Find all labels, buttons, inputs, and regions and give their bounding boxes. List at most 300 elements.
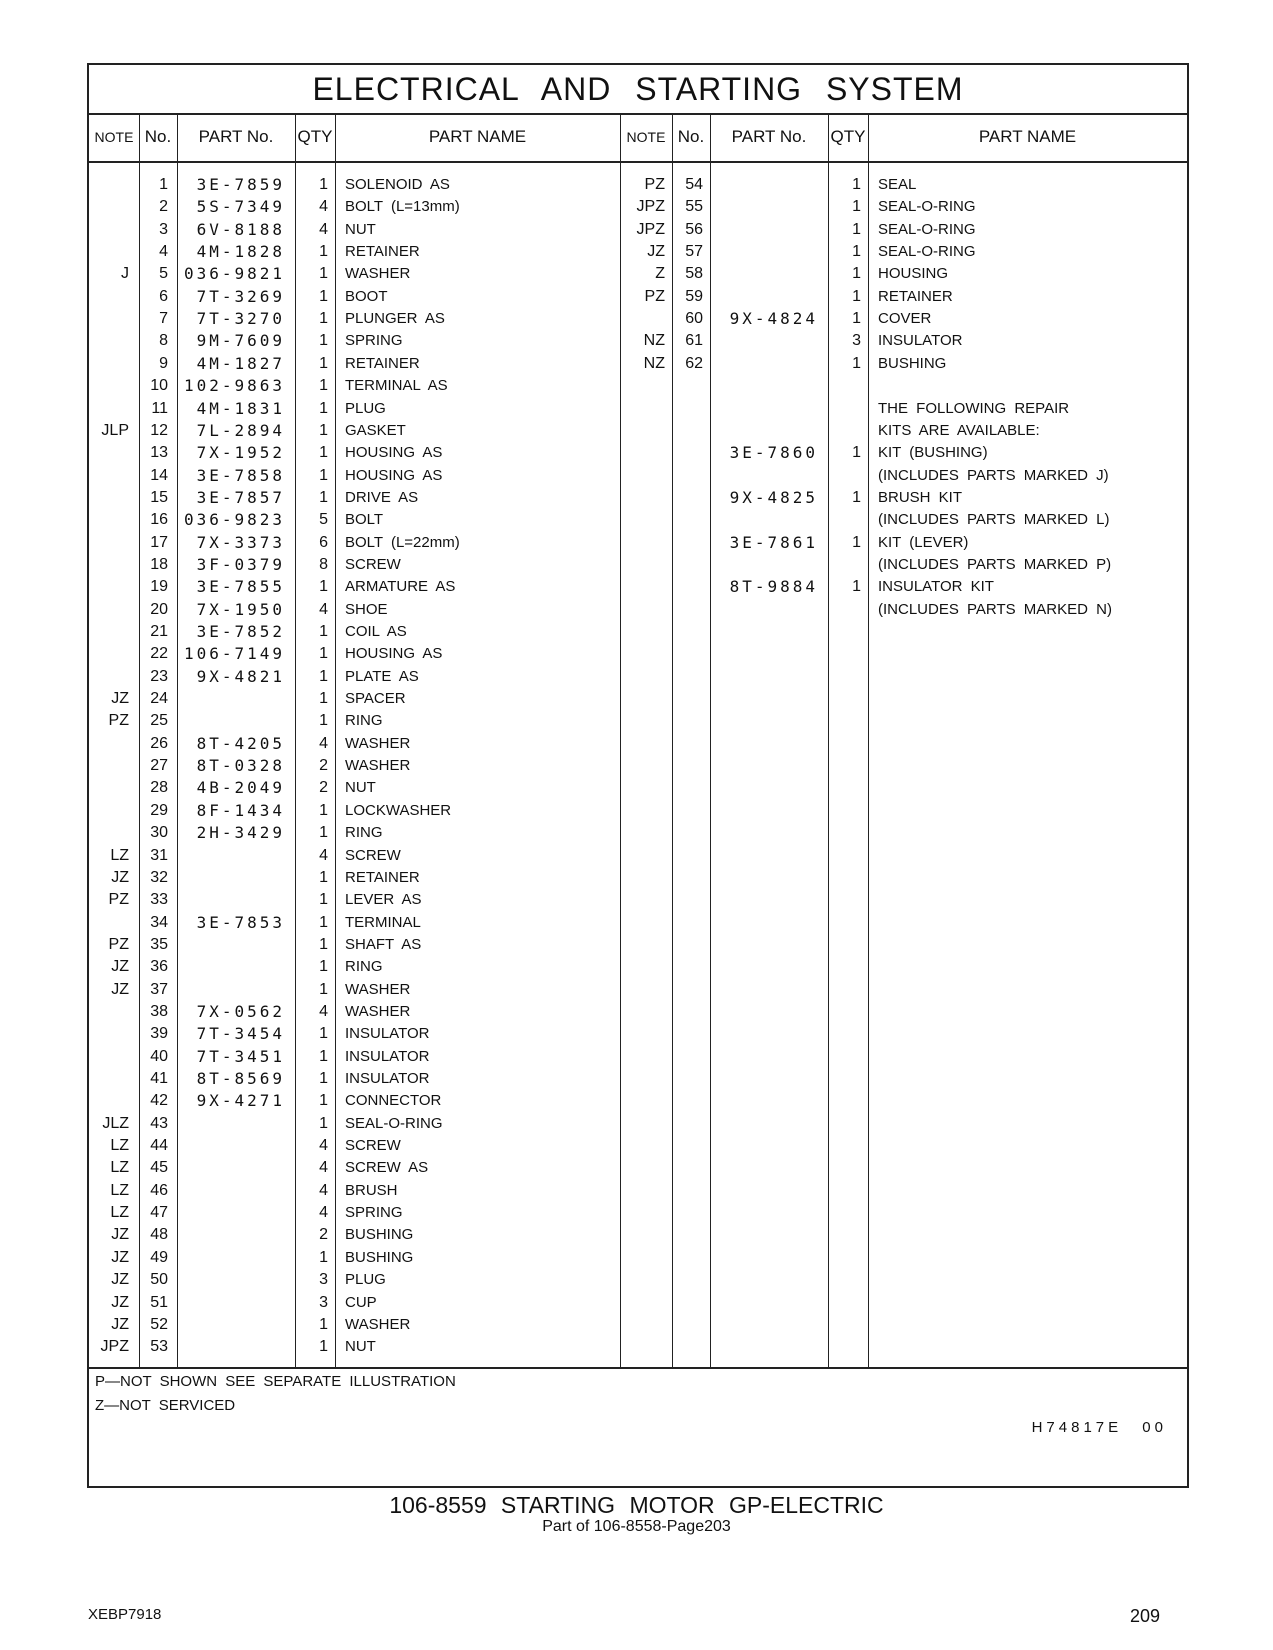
- quantity-cell: 1: [319, 243, 328, 261]
- item-number-cell: 14: [150, 466, 168, 484]
- quantity-cell: 1: [852, 354, 861, 372]
- quantity-cell: 1: [852, 243, 861, 261]
- header-partno-right: PART No.: [731, 127, 807, 146]
- part-name-cell: INSULATOR: [878, 332, 963, 350]
- part-name-cell: HOUSING AS: [345, 645, 443, 663]
- table-row: [89, 329, 1187, 352]
- item-number-cell: 5: [159, 265, 168, 283]
- table-header: [89, 113, 1187, 163]
- part-name-cell: NUT: [345, 220, 376, 238]
- part-number-cell: 6V-8188: [196, 219, 285, 239]
- table-row: [89, 374, 1187, 397]
- part-name-cell: KIT (LEVER): [878, 533, 969, 551]
- part-name-cell: RETAINER: [345, 868, 420, 886]
- item-number-cell: 34: [150, 913, 168, 931]
- table-row: [89, 1246, 1187, 1269]
- item-number-cell: 40: [150, 1047, 168, 1065]
- item-number-cell: 24: [150, 690, 168, 708]
- quantity-cell: 1: [319, 310, 328, 328]
- item-number-cell: 53: [150, 1338, 168, 1356]
- item-number-cell: 8: [159, 332, 168, 350]
- note-cell: PZ: [108, 712, 129, 730]
- quantity-cell: 1: [319, 399, 328, 417]
- item-number-cell: 9: [159, 354, 168, 372]
- part-name-cell: BUSHING: [345, 1226, 414, 1244]
- table-row: [89, 754, 1187, 777]
- table-row: [89, 1067, 1187, 1090]
- item-number-cell: 60: [685, 310, 703, 328]
- part-number-cell: 7L-2894: [196, 420, 285, 440]
- part-number-cell: 9M-7609: [196, 331, 285, 351]
- quantity-cell: 1: [319, 712, 328, 730]
- part-name-cell: LEVER AS: [345, 891, 422, 909]
- item-number-cell: 13: [150, 444, 168, 462]
- item-number-cell: 56: [685, 220, 703, 238]
- quantity-cell: 1: [319, 176, 328, 193]
- item-number-cell: 3: [159, 220, 168, 238]
- quantity-cell: 1: [319, 1338, 328, 1356]
- part-name-cell: PLATE AS: [345, 667, 419, 685]
- part-name-cell: BRUSH KIT: [878, 488, 963, 506]
- table-row: [89, 799, 1187, 822]
- quantity-cell: 3: [319, 1293, 328, 1311]
- group-reference: Part of 106-8558-Page203: [542, 1518, 731, 1535]
- table-row: [89, 285, 1187, 308]
- table-row: [89, 508, 1187, 531]
- quantity-cell: 1: [319, 332, 328, 350]
- item-number-cell: 54: [685, 176, 703, 193]
- part-name-cell: BUSHING: [345, 1248, 414, 1266]
- item-number-cell: 55: [685, 198, 703, 216]
- item-number-cell: 38: [150, 1002, 168, 1020]
- part-name-cell: HOUSING AS: [345, 466, 443, 484]
- part-name-cell: KIT (BUSHING): [878, 444, 988, 462]
- part-name-cell: CUP: [345, 1293, 377, 1311]
- part-number-cell: 7T-3269: [196, 286, 285, 306]
- table-row: [89, 911, 1187, 934]
- part-number-cell: 3E-7857: [196, 487, 285, 507]
- quantity-cell: 1: [319, 623, 328, 640]
- header-note-left: NOTE: [94, 129, 134, 145]
- quantity-cell: 1: [319, 913, 328, 931]
- note-cell: JPZ: [636, 198, 665, 216]
- quantity-cell: 1: [319, 421, 328, 439]
- item-number-cell: 59: [685, 287, 703, 305]
- quantity-cell: 1: [319, 824, 328, 842]
- table-row: [89, 575, 1187, 598]
- item-number-cell: 18: [150, 555, 168, 573]
- item-number-cell: 58: [685, 265, 703, 283]
- item-number-cell: 29: [150, 801, 168, 819]
- quantity-cell: 1: [852, 533, 861, 551]
- part-number-cell: 3F-0379: [196, 554, 285, 574]
- table-row: [89, 955, 1187, 978]
- part-number-cell: 7T-3270: [196, 309, 285, 329]
- part-name-cell: RETAINER: [345, 354, 420, 372]
- part-name-cell: SEAL-O-RING: [878, 198, 976, 216]
- part-number-cell: 9X-4825: [729, 487, 818, 507]
- table-row: [89, 464, 1187, 487]
- table-row: [89, 531, 1187, 554]
- part-name-cell: PLUNGER AS: [345, 310, 445, 328]
- table-row: [89, 1112, 1187, 1135]
- quantity-cell: 1: [319, 868, 328, 886]
- part-name-cell: RING: [345, 712, 383, 730]
- quantity-cell: 1: [852, 578, 861, 596]
- table-row: [89, 262, 1187, 285]
- part-name-cell: NUT: [345, 1338, 376, 1356]
- item-number-cell: 44: [150, 1137, 168, 1155]
- table-row: [89, 307, 1187, 330]
- table-row: [89, 1089, 1187, 1112]
- part-number-cell: 102-9863: [183, 376, 285, 396]
- item-number-cell: 51: [150, 1293, 168, 1311]
- quantity-cell: 1: [852, 176, 861, 193]
- quantity-cell: 2: [319, 757, 328, 775]
- quantity-cell: 4: [319, 600, 328, 618]
- part-name-cell: INSULATOR: [345, 1047, 430, 1065]
- item-number-cell: 39: [150, 1025, 168, 1043]
- table-row: [89, 218, 1187, 241]
- part-name-cell: (INCLUDES PARTS MARKED J): [878, 466, 1109, 484]
- item-number-cell: 19: [150, 578, 168, 596]
- quantity-cell: 1: [319, 1315, 328, 1333]
- quantity-cell: 1: [319, 287, 328, 305]
- quantity-cell: 1: [319, 466, 328, 484]
- part-name-cell: SEAL: [878, 176, 917, 193]
- part-number-cell: 7X-3373: [196, 532, 285, 552]
- header-partno-left: PART No.: [198, 127, 274, 146]
- part-number-cell: 036-9821: [183, 264, 285, 284]
- part-name-cell: SCREW AS: [345, 1159, 429, 1177]
- item-number-cell: 6: [159, 287, 168, 305]
- part-name-cell: RING: [345, 958, 383, 976]
- part-name-cell: BOOT: [345, 287, 388, 305]
- table-row: [89, 598, 1187, 621]
- note-cell: JZ: [111, 1226, 129, 1244]
- note-cell: JZ: [111, 980, 129, 998]
- item-number-cell: 62: [685, 354, 703, 372]
- item-number-cell: 23: [150, 667, 168, 685]
- part-name-cell: SEAL-O-RING: [345, 1114, 443, 1132]
- part-name-cell: SCREW: [345, 1137, 401, 1155]
- part-name-cell: SHOE: [345, 600, 388, 618]
- table-row: [89, 665, 1187, 688]
- part-name-cell: BRUSH: [345, 1181, 398, 1199]
- quantity-cell: 3: [852, 332, 861, 350]
- note-cell: JZ: [111, 1315, 129, 1333]
- note-cell: JZ: [647, 243, 665, 261]
- part-name-cell: BOLT: [345, 511, 384, 529]
- item-number-cell: 36: [150, 958, 168, 976]
- footnote-p: P—NOT SHOWN SEE SEPARATE ILLUSTRATION: [95, 1373, 456, 1390]
- quantity-cell: 1: [319, 801, 328, 819]
- table-row: [89, 732, 1187, 755]
- item-number-cell: 12: [150, 421, 168, 439]
- note-cell: LZ: [110, 1204, 129, 1222]
- quantity-cell: 1: [319, 690, 328, 708]
- table-row: [89, 709, 1187, 732]
- note-cell: NZ: [643, 332, 665, 350]
- header-qty-left: QTY: [297, 127, 333, 146]
- part-name-cell: HOUSING AS: [345, 444, 443, 462]
- item-number-cell: 61: [685, 332, 703, 350]
- note-cell: Z: [655, 265, 665, 283]
- part-number-cell: 7T-3451: [196, 1046, 285, 1066]
- item-number-cell: 10: [150, 377, 168, 395]
- part-name-cell: INSULATOR: [345, 1070, 430, 1087]
- quantity-cell: 1: [852, 265, 861, 283]
- part-name-cell: INSULATOR KIT: [878, 578, 994, 596]
- part-number-cell: 3E-7855: [196, 577, 285, 597]
- quantity-cell: 4: [319, 1181, 328, 1199]
- table-row: [89, 195, 1187, 218]
- part-name-cell: SHAFT AS: [345, 935, 422, 953]
- section-title: ELECTRICAL AND STARTING SYSTEM: [89, 65, 1187, 115]
- part-name-cell: NUT: [345, 779, 376, 797]
- part-name-cell: WASHER: [345, 980, 411, 998]
- table-row: [89, 844, 1187, 867]
- item-number-cell: 7: [159, 310, 168, 328]
- header-note-right: NOTE: [626, 129, 666, 145]
- quantity-cell: 4: [319, 198, 328, 216]
- part-name-cell: PLUG: [345, 399, 386, 417]
- part-name-cell: BOLT (L=13mm): [345, 198, 460, 216]
- note-cell: JPZ: [636, 220, 665, 238]
- part-number-cell: 7X-1950: [196, 599, 285, 619]
- part-number-cell: 106-7149: [183, 644, 285, 664]
- part-name-cell: SPRING: [345, 332, 403, 350]
- part-name-cell: WASHER: [345, 757, 411, 775]
- item-number-cell: 41: [150, 1070, 168, 1087]
- note-cell: JZ: [111, 958, 129, 976]
- table-row: [89, 1313, 1187, 1336]
- quantity-cell: 4: [319, 734, 328, 752]
- note-cell: JLZ: [102, 1114, 129, 1132]
- part-name-cell: GASKET: [345, 421, 406, 439]
- figure-reference: H74817E 00: [1031, 1419, 1167, 1436]
- note-cell: LZ: [110, 1181, 129, 1199]
- item-number-cell: 11: [151, 399, 168, 417]
- part-number-cell: 4B-2049: [196, 778, 285, 798]
- part-name-cell: SPRING: [345, 1204, 403, 1222]
- table-row: [89, 240, 1187, 263]
- document-id: XEBP7918: [88, 1606, 162, 1623]
- part-number-cell: 4M-1828: [196, 242, 285, 262]
- part-name-cell: SCREW: [345, 555, 401, 573]
- item-number-cell: 30: [150, 824, 168, 842]
- item-number-cell: 28: [150, 779, 168, 797]
- table-row: [89, 1000, 1187, 1023]
- table-row: [89, 1291, 1187, 1314]
- part-name-cell: RETAINER: [878, 287, 953, 305]
- item-number-cell: 15: [150, 488, 168, 506]
- part-name-cell: SEAL-O-RING: [878, 243, 976, 261]
- item-number-cell: 37: [150, 980, 168, 998]
- part-number-cell: 8T-4205: [196, 733, 285, 753]
- item-number-cell: 47: [150, 1204, 168, 1222]
- item-number-cell: 25: [150, 712, 168, 730]
- part-name-cell: KITS ARE AVAILABLE:: [878, 421, 1040, 439]
- note-cell: JZ: [111, 690, 129, 708]
- quantity-cell: 1: [852, 310, 861, 328]
- item-number-cell: 42: [150, 1092, 168, 1110]
- part-name-cell: SEAL-O-RING: [878, 220, 976, 238]
- part-number-cell: 5S-7349: [196, 197, 285, 217]
- quantity-cell: 1: [852, 220, 861, 238]
- note-cell: LZ: [110, 1159, 129, 1177]
- quantity-cell: 4: [319, 1204, 328, 1222]
- table-row: [89, 1201, 1187, 1224]
- part-number-cell: 4M-1831: [196, 398, 285, 418]
- table-row: [89, 1045, 1187, 1068]
- part-name-cell: SOLENOID AS: [345, 176, 450, 193]
- note-cell: LZ: [110, 846, 129, 864]
- table-row: [89, 1335, 1187, 1358]
- part-name-cell: RING: [345, 824, 383, 842]
- quantity-cell: 1: [852, 488, 861, 506]
- part-number-cell: 9X-4824: [729, 309, 818, 329]
- item-number-cell: 43: [150, 1114, 168, 1132]
- quantity-cell: 1: [319, 891, 328, 909]
- table-row: [89, 553, 1187, 576]
- quantity-cell: 1: [319, 1248, 328, 1266]
- part-name-cell: BOLT (L=22mm): [345, 533, 460, 551]
- quantity-cell: 1: [319, 488, 328, 506]
- table-row: [89, 1156, 1187, 1179]
- item-number-cell: 22: [150, 645, 168, 663]
- note-cell: JZ: [111, 1293, 129, 1311]
- table-row: [89, 933, 1187, 956]
- part-number-cell: 7X-0562: [196, 1001, 285, 1021]
- table-row: [89, 1268, 1187, 1291]
- item-number-cell: 46: [150, 1181, 168, 1199]
- part-number-cell: 3E-7860: [729, 443, 818, 463]
- quantity-cell: 1: [319, 354, 328, 372]
- part-number-cell: 7T-3454: [196, 1024, 285, 1044]
- part-number-cell: 3E-7858: [196, 465, 285, 485]
- item-number-cell: 21: [150, 623, 168, 640]
- item-number-cell: 35: [150, 935, 168, 953]
- part-name-cell: COVER: [878, 310, 932, 328]
- quantity-cell: 5: [319, 511, 328, 529]
- quantity-cell: 1: [319, 958, 328, 976]
- table-row: [89, 888, 1187, 911]
- quantity-cell: 1: [319, 935, 328, 953]
- note-cell: JZ: [111, 1271, 129, 1289]
- part-name-cell: SCREW: [345, 846, 401, 864]
- part-name-cell: COIL AS: [345, 623, 407, 640]
- table-row: [89, 397, 1187, 420]
- group-title: 106-8559 STARTING MOTOR GP-ELECTRIC: [389, 1492, 884, 1518]
- quantity-cell: 1: [319, 1114, 328, 1132]
- item-number-cell: 49: [150, 1248, 168, 1266]
- quantity-cell: 1: [319, 1092, 328, 1110]
- table-row: [89, 1179, 1187, 1202]
- part-name-cell: BUSHING: [878, 354, 947, 372]
- item-number-cell: 52: [150, 1315, 168, 1333]
- quantity-cell: 4: [319, 846, 328, 864]
- part-name-cell: HOUSING: [878, 265, 949, 283]
- item-number-cell: 2: [159, 198, 168, 216]
- quantity-cell: 1: [319, 444, 328, 462]
- quantity-cell: 8: [319, 555, 328, 573]
- quantity-cell: 1: [852, 198, 861, 216]
- part-number-cell: 9X-4821: [196, 666, 285, 686]
- part-number-cell: 4M-1827: [196, 353, 285, 373]
- part-name-cell: THE FOLLOWING REPAIR: [878, 399, 1070, 417]
- part-name-cell: CONNECTOR: [345, 1092, 442, 1110]
- note-cell: JZ: [111, 1248, 129, 1266]
- quantity-cell: 1: [319, 265, 328, 283]
- quantity-cell: 1: [319, 645, 328, 663]
- header-qty-right: QTY: [830, 127, 866, 146]
- quantity-cell: 1: [852, 287, 861, 305]
- quantity-cell: 1: [319, 1025, 328, 1043]
- table-row: [89, 441, 1187, 464]
- parts-table: [87, 63, 1189, 1488]
- item-number-cell: 48: [150, 1226, 168, 1244]
- part-number-cell: 8T-9884: [729, 577, 818, 597]
- part-number-cell: 3E-7852: [196, 622, 285, 641]
- item-number-cell: 32: [150, 868, 168, 886]
- part-name-cell: TERMINAL: [345, 913, 421, 931]
- note-cell: PZ: [644, 287, 665, 305]
- part-number-cell: 036-9823: [183, 510, 285, 530]
- table-row: [89, 1134, 1187, 1157]
- note-cell: JLP: [101, 421, 129, 439]
- part-name-cell: WASHER: [345, 734, 411, 752]
- item-number-cell: 17: [150, 533, 168, 551]
- quantity-cell: 4: [319, 1137, 328, 1155]
- part-name-cell: WASHER: [345, 1002, 411, 1020]
- quantity-cell: 2: [319, 1226, 328, 1244]
- part-name-cell: DRIVE AS: [345, 488, 419, 506]
- item-number-cell: 31: [150, 846, 168, 864]
- part-name-cell: (INCLUDES PARTS MARKED P): [878, 555, 1112, 573]
- part-name-cell: TERMINAL AS: [345, 377, 448, 395]
- header-no-left: No.: [144, 127, 172, 146]
- header-no-right: No.: [677, 127, 705, 146]
- table-footer: [89, 1367, 1187, 1486]
- quantity-cell: 1: [319, 1047, 328, 1065]
- table-row: [89, 866, 1187, 889]
- header-partname-left: PART NAME: [428, 127, 527, 146]
- table-row: [89, 776, 1187, 799]
- part-name-cell: PLUG: [345, 1271, 386, 1289]
- part-name-cell: SPACER: [345, 690, 406, 708]
- note-cell: JPZ: [100, 1338, 129, 1356]
- table-row: [89, 486, 1187, 509]
- footnote-z: Z—NOT SERVICED: [95, 1397, 236, 1414]
- note-cell: NZ: [643, 354, 665, 372]
- item-number-cell: 4: [159, 243, 168, 261]
- table-row: [89, 1223, 1187, 1246]
- item-number-cell: 16: [150, 511, 168, 529]
- quantity-cell: 1: [319, 980, 328, 998]
- table-row: [89, 687, 1187, 710]
- part-number-cell: 9X-4271: [196, 1091, 285, 1111]
- item-number-cell: 50: [150, 1271, 168, 1289]
- part-name-cell: INSULATOR: [345, 1025, 430, 1043]
- item-number-cell: 27: [150, 757, 168, 775]
- quantity-cell: 1: [319, 578, 328, 596]
- table-row: [89, 642, 1187, 665]
- note-cell: JZ: [111, 868, 129, 886]
- header-partname-right: PART NAME: [978, 127, 1077, 146]
- quantity-cell: 1: [319, 667, 328, 685]
- part-name-cell: LOCKWASHER: [345, 801, 452, 819]
